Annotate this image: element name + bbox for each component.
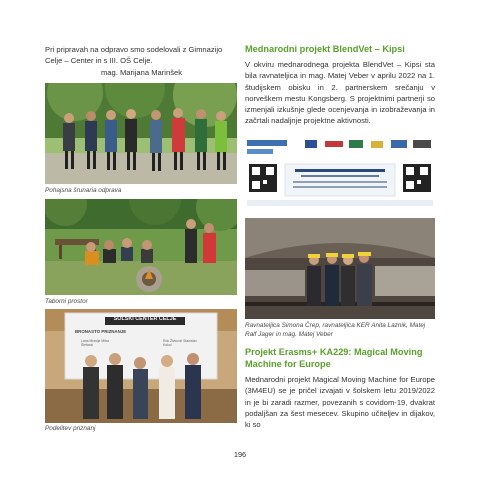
photo-mine-visit <box>245 218 435 319</box>
photo-camp-site <box>45 199 237 295</box>
poster-blendvet <box>245 136 435 210</box>
page-number: 196 <box>233 450 247 459</box>
intro-author: mag. Marijana Marinšek <box>100 68 183 77</box>
caption-hiking: Pohajsna šrunaria odprava <box>45 187 122 194</box>
heading-erasmus: Projekt Erasms+ KA229: Magical Moving Machine for Europe <box>245 347 423 369</box>
banner-names-right: Rok Živković Stanislav Kokol <box>163 339 197 348</box>
caption-mine: Ravnateljica Simona Črep, ravnateljica KER Anita Laznik, Matej Ralf Jager in mag. Matej Veber <box>245 322 426 338</box>
photo-award-ceremony <box>45 309 237 423</box>
caption-camp: Taborni prostor <box>45 298 88 305</box>
caption-awards: Podelitev priznanj <box>45 425 96 432</box>
banner-title: SOLSKI CENTER CELJE <box>113 316 177 322</box>
paragraph-blendvet: V okviru mednarodnega projekta BlendVet – Kipsi sta bila ravnateljica in mag. Matej Veber v aprilu 2022 na 1. študijskem obisku in 2. partnerskem srečanju v norveškem mestu Kongsberg. S projektnimi partnerji so izmenjali izkušnje glede ocenjevanja in izobraževanja in začrtali nadaljnje projektne aktivnosti. <box>245 60 435 126</box>
banner-subtitle: BRONASTO PRIZNANJE <box>75 329 127 334</box>
paragraph-erasmus: Mednarodni projekt Magical Moving Machine for Europe (3M4EU) se je pričel izvajati v šolskem letu 2019/2022 in je bi zaradi razmer, povezanih s covidom-19, dvakrat podaljšan za šest mesecev. Skupino učiteljev in dijakov, ki so <box>245 375 435 430</box>
photo-hiking-group <box>45 83 237 184</box>
intro-paragraph: Pri pripravah na odpravo smo sodelovali z Gimnazijo Celje – Center in s III. OŠ Celje. <box>45 45 223 66</box>
banner-names-left: Lana Mravlje Mitra Štefanić <box>81 339 109 348</box>
heading-blendvet: Mednarodni projekt BlendVet – Kipsi <box>245 44 405 54</box>
